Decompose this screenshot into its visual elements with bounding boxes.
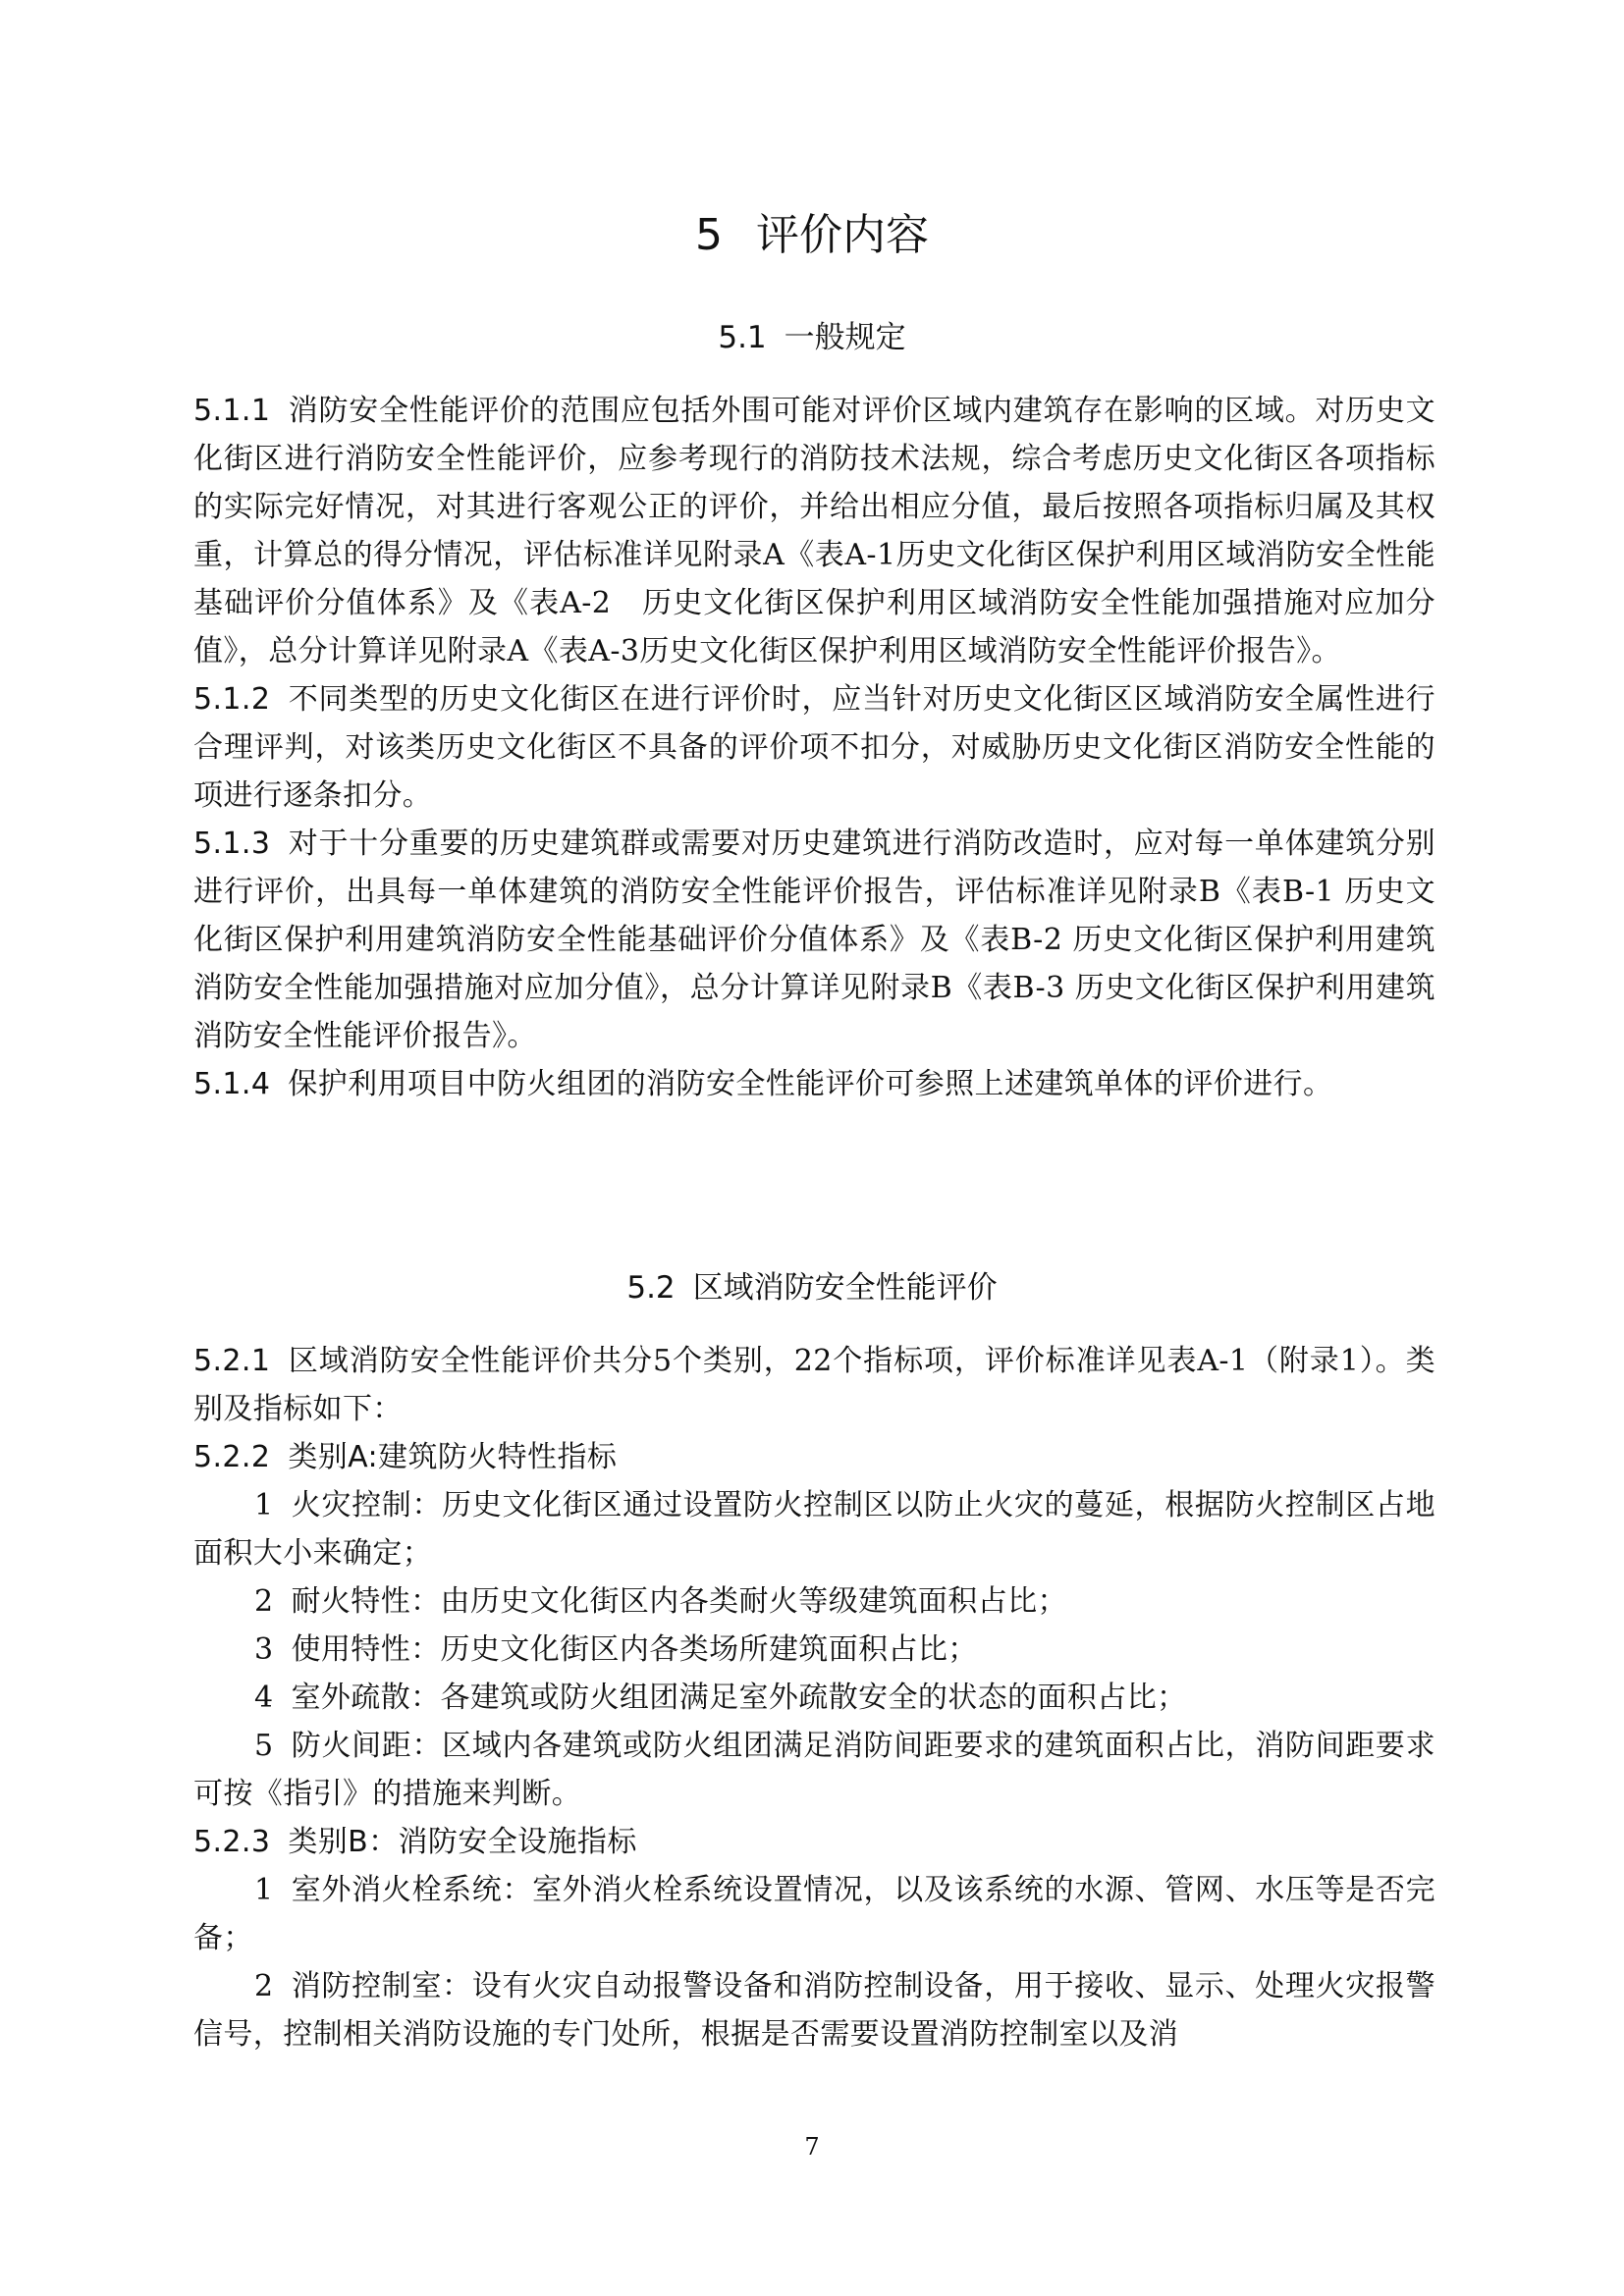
item-number: 1 bbox=[254, 1873, 274, 1907]
item-number: 4 bbox=[254, 1681, 274, 1715]
item-number: 2 bbox=[254, 1969, 274, 2003]
item-text: 火灾控制：历史文化街区通过设置防火控制区以防止火灾的蔓延，根据防火控制区占地面积大小来确定； bbox=[193, 1488, 1435, 1571]
clause-5-1-2 bbox=[193, 675, 1435, 820]
chapter-number: 5 bbox=[695, 210, 723, 260]
clause-5-2-3-heading bbox=[193, 1818, 1435, 1866]
clause-heading: 类别B：消防安全设施指标 bbox=[288, 1825, 637, 1859]
page-number: 7 bbox=[804, 2133, 820, 2161]
clause-number: 5.1.3 bbox=[193, 827, 271, 861]
clause-text: 不同类型的历史文化街区在进行评价时，应当针对历史文化街区区域消防安全属性进行合理评判，对该类历史文化街区不具备的评价项不扣分，对威胁历史文化街区消防安全性能的项进行逐条扣分。 bbox=[193, 682, 1435, 813]
list-item bbox=[193, 1674, 1435, 1722]
clause-number: 5.2.3 bbox=[193, 1825, 271, 1859]
item-text: 室外疏散：各建筑或防火组团满足室外疏散安全的状态的面积占比； bbox=[291, 1681, 1187, 1715]
clause-5-1-1 bbox=[193, 387, 1435, 675]
clause-number: 5.2.2 bbox=[193, 1440, 271, 1474]
clause-5-1-3 bbox=[193, 820, 1435, 1060]
clause-5-2-1 bbox=[193, 1337, 1435, 1433]
item-number: 2 bbox=[254, 1584, 274, 1619]
list-item bbox=[193, 1481, 1435, 1577]
section-title-text: 一般规定 bbox=[784, 320, 906, 355]
chapter-title bbox=[0, 206, 1624, 265]
list-item bbox=[193, 1577, 1435, 1626]
list-item bbox=[193, 1626, 1435, 1674]
item-number: 3 bbox=[254, 1632, 274, 1667]
section-5-2-body bbox=[193, 1337, 1435, 2058]
item-text: 使用特性：历史文化街区内各类场所建筑面积占比； bbox=[291, 1632, 978, 1667]
clause-text: 保护利用项目中防火组团的消防安全性能评价可参照上述建筑单体的评价进行。 bbox=[288, 1067, 1333, 1101]
section-title-text: 区域消防安全性能评价 bbox=[692, 1270, 998, 1306]
item-text: 室外消火栓系统：室外消火栓系统设置情况，以及该系统的水源、管网、水压等是否完备； bbox=[193, 1873, 1435, 1955]
chapter-title-text: 评价内容 bbox=[756, 210, 929, 260]
section-number: 5.2 bbox=[626, 1270, 676, 1306]
clause-number: 5.1.4 bbox=[193, 1067, 271, 1101]
clause-number: 5.1.1 bbox=[193, 394, 271, 428]
list-item bbox=[193, 1866, 1435, 1962]
clause-5-1-4 bbox=[193, 1060, 1435, 1108]
clause-heading: 类别A:建筑防火特性指标 bbox=[288, 1440, 618, 1474]
item-text: 防火间距：区域内各建筑或防火组团满足消防间距要求的建筑面积占比，消防间距要求可按《指引》的措施来判断。 bbox=[193, 1729, 1435, 1811]
clause-text: 对于十分重要的历史建筑群或需要对历史建筑进行消防改造时，应对每一单体建筑分别进行评价，出具每一单体建筑的消防安全性能评价报告，评估标准详见附录B《表B-1 历史文化街区保护利用建筑消防安全性能基础评价分值体系》及《表B-2 历史文化街区保护利用建筑消防安全性能加强措施对应加分值》，总分计算详见附录B《表B-3 历史文化街区保护利用建筑消防安全性能评价报告》。 bbox=[193, 827, 1435, 1053]
list-item bbox=[193, 1962, 1435, 2058]
clause-number: 5.2.1 bbox=[193, 1344, 271, 1378]
section-title-5-2 bbox=[0, 1266, 1624, 1309]
clause-5-2-2-heading bbox=[193, 1433, 1435, 1481]
clause-number: 5.1.2 bbox=[193, 682, 271, 717]
section-number: 5.1 bbox=[718, 320, 767, 355]
item-text: 耐火特性：由历史文化街区内各类耐火等级建筑面积占比； bbox=[291, 1584, 1067, 1619]
item-number: 1 bbox=[254, 1488, 274, 1522]
list-item bbox=[193, 1722, 1435, 1818]
section-5-1-body bbox=[193, 387, 1435, 1108]
item-text: 消防控制室：设有火灾自动报警设备和消防控制设备，用于接收、显示、处理火灾报警信号，控制相关消防设施的专门处所，根据是否需要设置消防控制室以及消 bbox=[193, 1969, 1435, 2052]
item-number: 5 bbox=[254, 1729, 274, 1763]
clause-text: 消防安全性能评价的范围应包括外围可能对评价区域内建筑存在影响的区域。对历史文化街区进行消防安全性能评价，应参考现行的消防技术法规，综合考虑历史文化街区各项指标的实际完好情况，对其进行客观公正的评价，并给出相应分值，最后按照各项指标归属及其权重，计算总的得分情况，评估标准详见附录A《表A-1历史文化街区保护利用区域消防安全性能基础评价分值体系》及《表A-2 历史文化街区保护利用区域消防安全性能加强措施对应加分值》，总分计算详见附录A《表A-3历史文化街区保护利用区域消防安全性能评价报告》。 bbox=[193, 394, 1435, 668]
clause-text: 区域消防安全性能评价共分5个类别，22个指标项，评价标准详见表A-1（附录1）。类别及指标如下： bbox=[193, 1344, 1435, 1426]
section-title-5-1 bbox=[0, 316, 1624, 359]
